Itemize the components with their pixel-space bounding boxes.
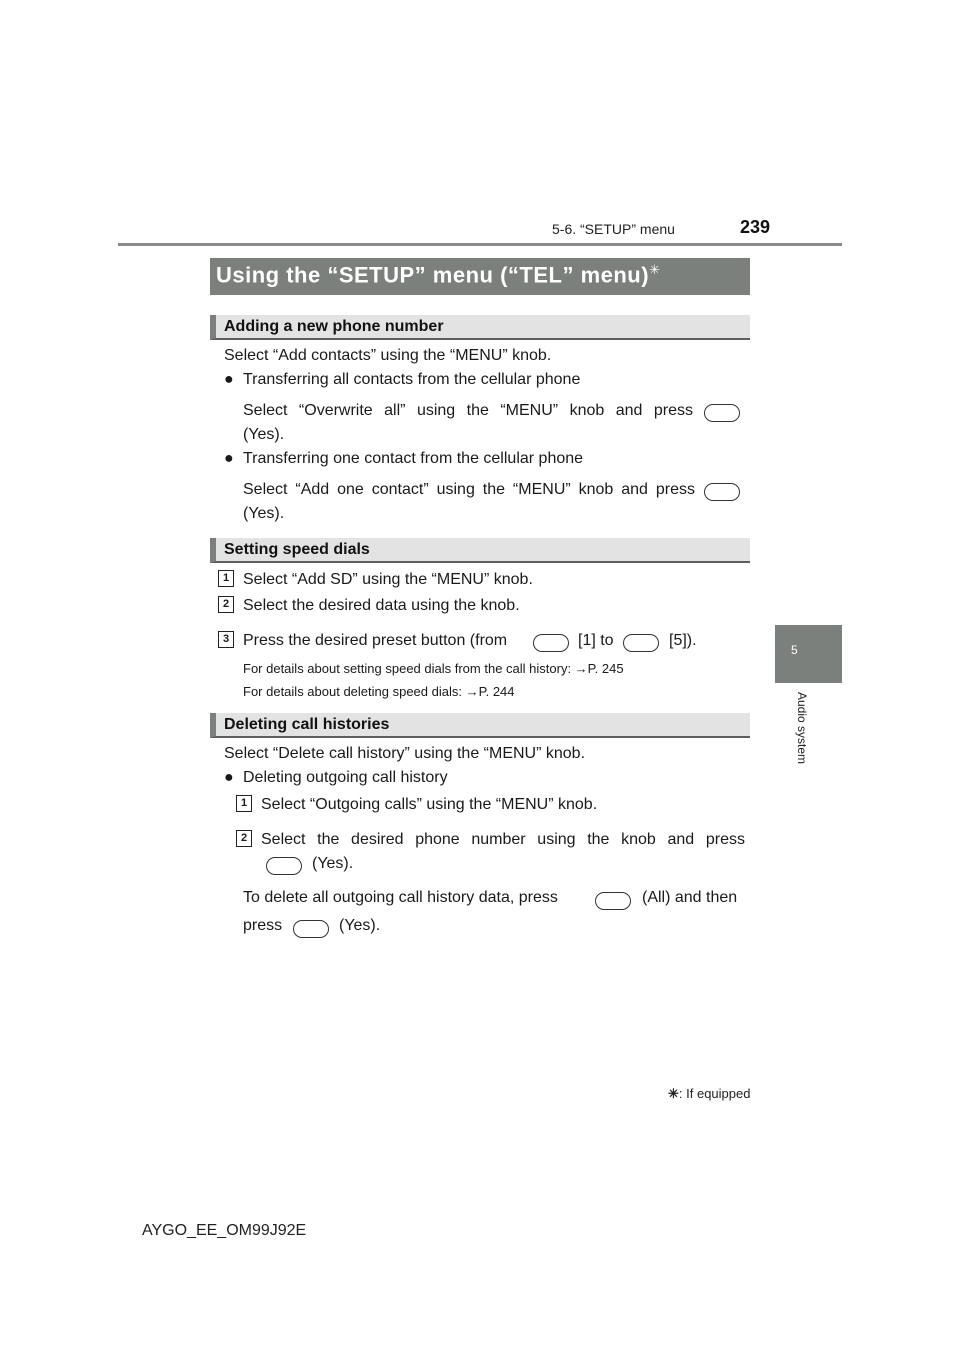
add-bullet-1-end: (Yes). xyxy=(243,426,285,443)
speed-step-1: Select “Add SD” using the “MENU” knob. xyxy=(243,571,533,588)
step-number-2: 2 xyxy=(218,596,234,613)
page-reference[interactable]: P. 245 xyxy=(587,661,624,676)
button-icon xyxy=(704,483,740,501)
doc-code: AYGO_EE_OM99J92E xyxy=(142,1222,307,1239)
page-number: 239 xyxy=(740,217,771,237)
speed-step-3-c: [5]). xyxy=(669,632,697,649)
add-bullet-2-title: Transferring one contact from the cellular phone xyxy=(243,450,584,467)
speed-note-1 xyxy=(243,661,624,676)
asterisk-icon: ✳ xyxy=(668,1086,679,1101)
asterisk-icon: ✳ xyxy=(649,262,661,277)
section-heading-add: Adding a new phone number xyxy=(224,318,444,335)
step-number-2: 2 xyxy=(236,830,252,847)
delete-intro: Select “Delete call history” using the “MENU” knob. xyxy=(224,745,586,762)
arrow-icon: → xyxy=(465,684,479,699)
speed-note-2-text: For details about deleting speed dials: xyxy=(243,684,466,699)
delete-all-b: (All) and then xyxy=(642,889,738,906)
page-title xyxy=(216,262,660,288)
speed-step-2: Select the desired data using the knob. xyxy=(243,597,520,614)
bullet-icon: ● xyxy=(224,371,234,388)
footnote xyxy=(668,1086,750,1102)
button-icon xyxy=(266,857,302,875)
button-icon xyxy=(704,404,740,422)
header-rule xyxy=(118,243,842,246)
add-bullet-1-line: Select “Overwrite all” using the “MENU” knob and press xyxy=(243,402,693,419)
section-heading-delete: Deleting call histories xyxy=(224,716,390,733)
section-heading-speed: Setting speed dials xyxy=(224,541,370,558)
button-icon xyxy=(533,634,569,652)
page-title-text: Using the “SETUP” menu (“TEL” menu) xyxy=(216,262,650,288)
button-icon xyxy=(293,920,329,938)
chapter-number: 5 xyxy=(791,643,798,657)
add-bullet-2-end: (Yes). xyxy=(243,505,285,522)
speed-note-2 xyxy=(243,684,515,699)
delete-bullet-title: Deleting outgoing call history xyxy=(243,769,448,786)
button-icon xyxy=(595,892,631,910)
page-reference[interactable]: P. 244 xyxy=(478,684,515,699)
add-bullet-1-title: Transferring all contacts from the cellular phone xyxy=(243,371,581,388)
speed-step-3-a: Press the desired preset button (from xyxy=(243,632,508,649)
delete-all-d: (Yes). xyxy=(339,917,381,934)
add-intro: Select “Add contacts” using the “MENU” knob. xyxy=(224,347,552,364)
section-header: 5-6. “SETUP” menu xyxy=(552,221,675,237)
chapter-tab xyxy=(775,625,842,683)
speed-note-1-text: For details about setting speed dials from the call history: xyxy=(243,661,575,676)
chapter-label: Audio system xyxy=(795,692,809,765)
bullet-icon: ● xyxy=(224,450,234,467)
delete-step-2-end: (Yes). xyxy=(312,855,354,872)
step-number-1: 1 xyxy=(218,570,234,587)
delete-step-2: Select the desired phone number using the knob and press xyxy=(261,831,745,848)
delete-step-1: Select “Outgoing calls” using the “MENU” knob. xyxy=(261,796,598,813)
step-number-3: 3 xyxy=(218,631,234,648)
delete-all-a: To delete all outgoing call history data, press xyxy=(243,889,558,906)
button-icon xyxy=(623,634,659,652)
arrow-icon: → xyxy=(574,661,588,676)
speed-step-3-b: [1] to xyxy=(578,632,614,649)
delete-all-c: press xyxy=(243,917,283,934)
add-bullet-2-line: Select “Add one contact” using the “MENU” knob and press xyxy=(243,481,695,498)
footnote-text: : If equipped xyxy=(678,1086,751,1101)
bullet-icon: ● xyxy=(224,769,234,786)
step-number-1: 1 xyxy=(236,795,252,812)
